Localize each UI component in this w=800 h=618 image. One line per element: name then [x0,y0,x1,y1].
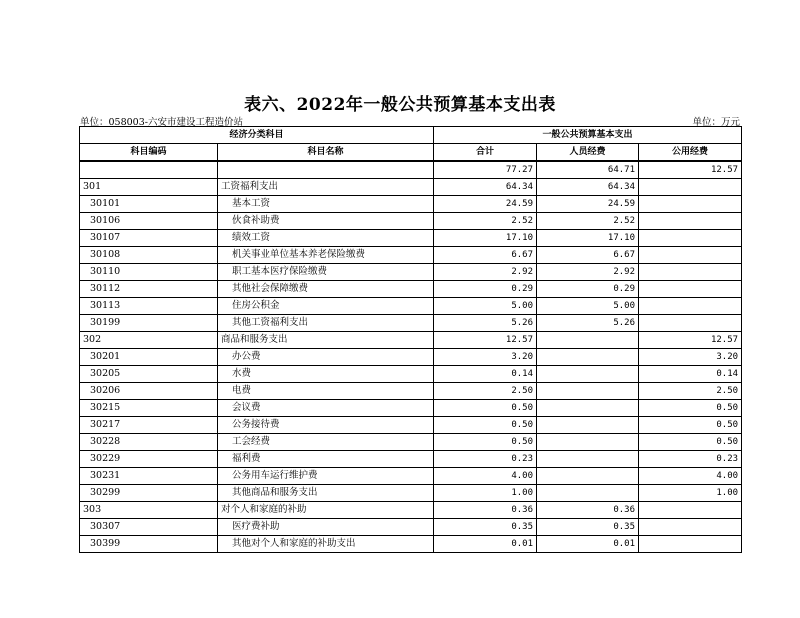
cell-public: 0.50 [639,400,742,417]
cell-total: 12.57 [434,332,537,349]
cell-personnel: 64.71 [537,161,639,179]
cell-code: 30399 [80,536,218,553]
cell-code: 303 [80,502,218,519]
table-row [80,161,742,179]
cell-total: 3.20 [434,349,537,366]
cell-public [639,315,742,332]
cell-total: 0.35 [434,519,537,536]
cell-total: 0.50 [434,400,537,417]
cell-name: 水费 [218,366,434,383]
cell-public [639,298,742,315]
cell-public [639,536,742,553]
cell-total: 4.00 [434,468,537,485]
unit-currency: 单位：万元 [692,117,740,128]
table-row [80,434,742,451]
cell-code: 30112 [80,281,218,298]
table-row [80,536,742,553]
table-row [80,196,742,213]
cell-name: 会议费 [218,400,434,417]
cell-personnel [537,366,639,383]
cell-personnel: 24.59 [537,196,639,213]
cell-public [639,281,742,298]
cell-total: 6.67 [434,247,537,264]
cell-code: 30101 [80,196,218,213]
cell-name: 伙食补助费 [218,213,434,230]
cell-code: 30110 [80,264,218,281]
cell-code: 30201 [80,349,218,366]
table-row [80,264,742,281]
cell-total: 0.50 [434,434,537,451]
cell-code: 30229 [80,451,218,468]
table-row [80,213,742,230]
table-row [80,468,742,485]
cell-public: 1.00 [639,485,742,502]
cell-name: 工会经费 [218,434,434,451]
cell-total: 0.50 [434,417,537,434]
cell-personnel [537,400,639,417]
cell-code: 30299 [80,485,218,502]
cell-code: 30205 [80,366,218,383]
table-row [80,366,742,383]
cell-code: 302 [80,332,218,349]
table-body [80,161,742,553]
table-row [80,298,742,315]
cell-personnel [537,485,639,502]
table-row [80,519,742,536]
budget-table [79,126,742,553]
table-row [80,281,742,298]
table-row [80,451,742,468]
table-row [80,417,742,434]
cell-name: 公务用车运行维护费 [218,468,434,485]
table-row [80,230,742,247]
table-row [80,179,742,196]
cell-personnel: 64.34 [537,179,639,196]
cell-name: 职工基本医疗保险缴费 [218,264,434,281]
cell-code: 30107 [80,230,218,247]
cell-name: 基本工资 [218,196,434,213]
page-title: 表六、2022年一般公共预算基本支出表 [244,95,556,115]
cell-personnel [537,468,639,485]
header-code: 科目编码 [80,144,218,162]
cell-name: 机关事业单位基本养老保险缴费 [218,247,434,264]
cell-personnel [537,434,639,451]
cell-personnel: 6.67 [537,247,639,264]
cell-total: 2.52 [434,213,537,230]
cell-total: 0.01 [434,536,537,553]
table-row [80,485,742,502]
header-group-row [80,127,742,144]
cell-code: 30113 [80,298,218,315]
cell-personnel: 0.35 [537,519,639,536]
header-economic-classification: 经济分类科目 [80,127,434,144]
cell-personnel: 0.36 [537,502,639,519]
cell-total: 0.23 [434,451,537,468]
table-row [80,400,742,417]
cell-public: 0.50 [639,417,742,434]
header-name: 科目名称 [218,144,434,162]
cell-personnel: 0.01 [537,536,639,553]
cell-code [80,161,218,179]
cell-name: 办公费 [218,349,434,366]
cell-personnel [537,383,639,400]
cell-public: 12.57 [639,161,742,179]
table-row [80,247,742,264]
table-row [80,315,742,332]
cell-total: 0.14 [434,366,537,383]
cell-name: 福利费 [218,451,434,468]
cell-personnel [537,332,639,349]
header-public: 公用经费 [639,144,742,162]
cell-public [639,196,742,213]
cell-code: 30217 [80,417,218,434]
cell-public [639,213,742,230]
cell-personnel [537,417,639,434]
cell-code: 30106 [80,213,218,230]
cell-public: 0.50 [639,434,742,451]
table-row [80,502,742,519]
cell-public: 3.20 [639,349,742,366]
cell-name: 其他社会保障缴费 [218,281,434,298]
cell-code: 30307 [80,519,218,536]
cell-code: 30108 [80,247,218,264]
cell-total: 17.10 [434,230,537,247]
cell-public [639,179,742,196]
unit-organization: 单位：058003-六安市建设工程造价站 [80,117,243,128]
cell-public: 2.50 [639,383,742,400]
cell-public [639,230,742,247]
cell-total: 0.36 [434,502,537,519]
cell-code: 30215 [80,400,218,417]
cell-total: 64.34 [434,179,537,196]
header-total: 合计 [434,144,537,162]
cell-total: 2.50 [434,383,537,400]
cell-total: 5.00 [434,298,537,315]
cell-code: 30231 [80,468,218,485]
cell-total: 77.27 [434,161,537,179]
cell-public: 0.23 [639,451,742,468]
cell-name: 医疗费补助 [218,519,434,536]
cell-personnel: 17.10 [537,230,639,247]
cell-total: 24.59 [434,196,537,213]
cell-total: 5.26 [434,315,537,332]
cell-name: 住房公积金 [218,298,434,315]
cell-public [639,247,742,264]
cell-name: 工资福利支出 [218,179,434,196]
cell-name: 其他对个人和家庭的补助支出 [218,536,434,553]
cell-name: 其他工资福利支出 [218,315,434,332]
table-row [80,349,742,366]
cell-name: 绩效工资 [218,230,434,247]
cell-code: 30206 [80,383,218,400]
cell-personnel: 5.00 [537,298,639,315]
cell-total: 1.00 [434,485,537,502]
cell-personnel [537,451,639,468]
cell-name: 商品和服务支出 [218,332,434,349]
cell-personnel: 2.52 [537,213,639,230]
cell-name: 电费 [218,383,434,400]
cell-public: 12.57 [639,332,742,349]
cell-name [218,161,434,179]
cell-public: 0.14 [639,366,742,383]
cell-personnel: 2.92 [537,264,639,281]
cell-code: 30199 [80,315,218,332]
cell-name: 其他商品和服务支出 [218,485,434,502]
cell-total: 0.29 [434,281,537,298]
header-basic-expenditure: 一般公共预算基本支出 [434,127,742,144]
header-column-row [80,144,742,162]
cell-public [639,264,742,281]
table-row [80,332,742,349]
cell-code: 301 [80,179,218,196]
cell-personnel [537,349,639,366]
cell-personnel: 0.29 [537,281,639,298]
cell-code: 30228 [80,434,218,451]
table-row [80,383,742,400]
cell-public [639,519,742,536]
cell-name: 公务接待费 [218,417,434,434]
cell-name: 对个人和家庭的补助 [218,502,434,519]
cell-total: 2.92 [434,264,537,281]
cell-personnel: 5.26 [537,315,639,332]
header-personnel: 人员经费 [537,144,639,162]
cell-public [639,502,742,519]
cell-public: 4.00 [639,468,742,485]
